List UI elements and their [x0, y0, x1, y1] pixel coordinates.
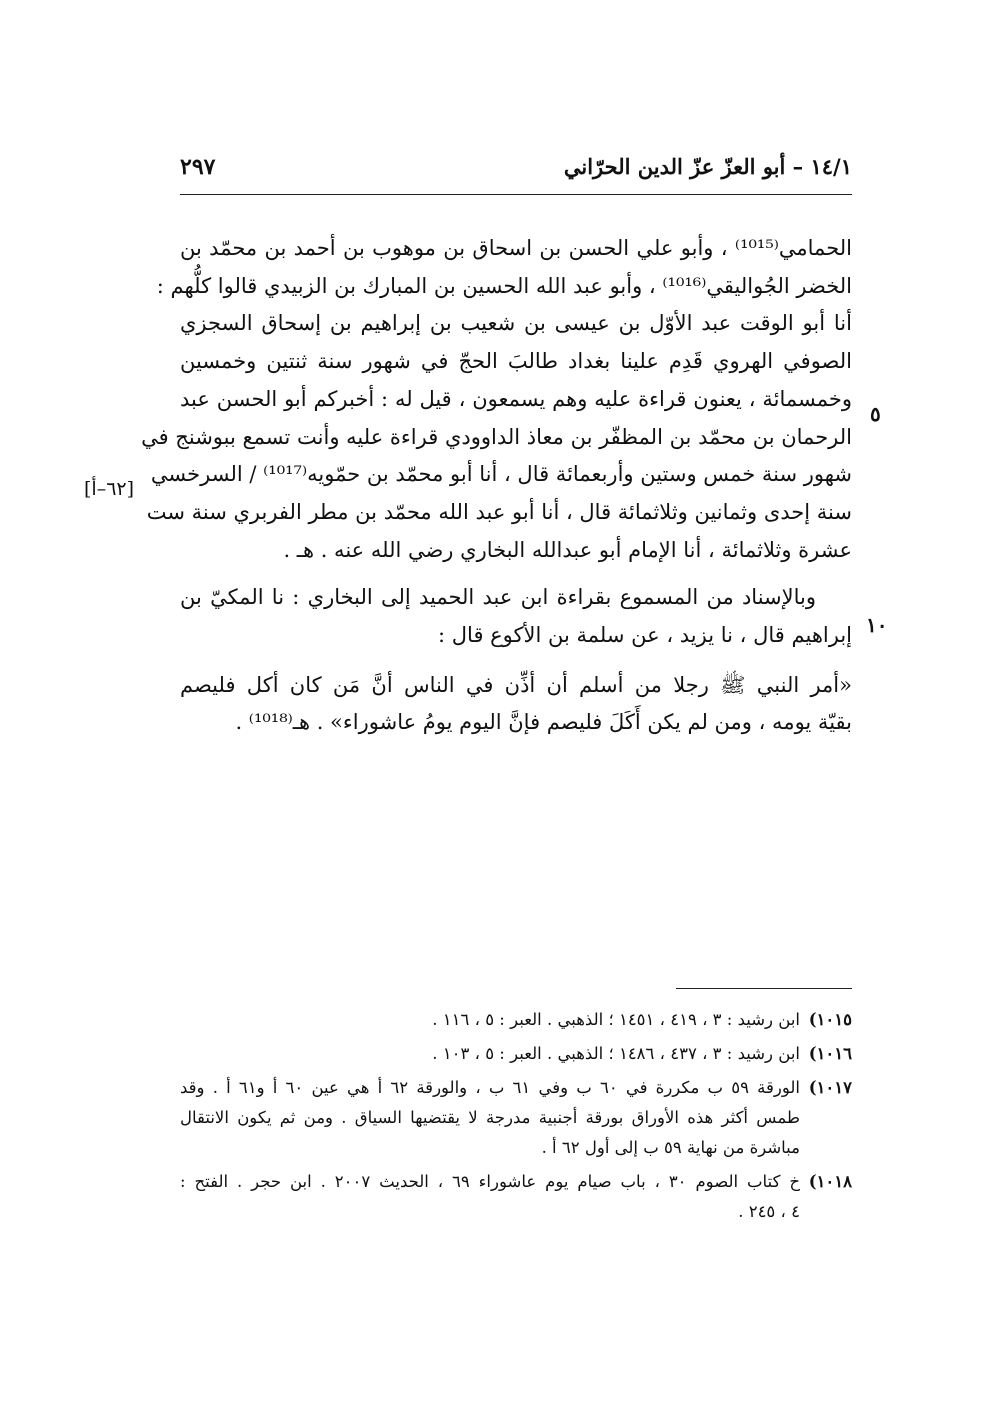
line-number-5: ٥	[870, 402, 881, 426]
footnote-1018	[180, 1167, 852, 1227]
footnote-line: الورقة ٥٩ ب مكررة في ٦٠ ب وفي ٦١ ب ، والورقة ٦٢ أ هي عين ٦٠ أ و٦١ أ . وقد	[180, 1078, 800, 1097]
text-line: الحمامي⁽¹⁰¹⁵⁾ ، وأبو علي الحسن بن اسحاق بن موهوب بن أحمد بن محمّد بن	[180, 236, 852, 260]
running-title: ١٤/١ – أبو العزّ عزّ الدين الحرّاني	[563, 154, 852, 179]
page-number: ٢٩٧	[180, 154, 216, 180]
footnote-number: ١٠١٨)	[808, 1172, 852, 1191]
footnotes	[180, 1005, 852, 1231]
text-line: بقيّة يومه ، ومن لم يكن أَكَلَ فليصم فإنَّ اليوم يومُ عاشوراء» . هـ⁽¹⁰¹⁸⁾ .	[235, 710, 852, 735]
footnote-divider	[676, 988, 852, 989]
text-line: عشرة وثلاثمائة ، أنا الإمام أبو عبدالله البخاري رضي الله عنه . هـ .	[283, 537, 852, 562]
manuscript-folio-marker: [٦٢–أ]	[84, 478, 135, 500]
footnote-1017	[180, 1073, 852, 1163]
footnote-line: طمس أكثر هذه الأوراق بورقة أجنبية مدرجة لا يقتضيها السياق . ومن ثم يكون الانتقال	[180, 1108, 800, 1127]
text-line: الرحمان بن محمّد بن المظفّر بن معاذ الداوودي قراءة عليه وأنت تسمع ببوشنج في	[141, 424, 852, 449]
footnote-line: خ كتاب الصوم ٣٠ ، باب صيام يوم عاشوراء ٦٩ ، الحديث ٢٠٠٧ . ابن حجر . الفتح :	[180, 1172, 800, 1191]
text-line: «أمر النبي ﷺ رجلا من أسلم أن أذِّن في الناس أنَّ مَن كان أكل فليصم	[180, 672, 852, 697]
footnote-line: ابن رشيد : ٣ ، ٤٣٧ ، ١٤٨٦ ؛ الذهبي . العبر : ٥ ، ١٠٣ .	[432, 1044, 800, 1063]
footnote-1016	[180, 1039, 852, 1069]
paragraph-isnad	[141, 230, 852, 569]
footnote-number: ١٠١٥)	[808, 1010, 852, 1029]
text-line: الخضر الجُواليقي⁽¹⁰¹⁶⁾ ، وأبو عبد الله الحسين بن المبارك بن الزبيدي قالوا كلُّهم :	[156, 273, 852, 298]
text-line: سنة إحدى وثمانين وثلاثمائة قال ، أنا أبو عبد الله محمّد بن مطر الفربري سنة ست	[146, 499, 852, 524]
footnote-line: ٤ ، ٢٤٥ .	[738, 1202, 800, 1221]
header-divider	[180, 194, 852, 195]
paragraph-hadith	[180, 667, 852, 742]
text-line: وبالإسناد من المسموع بقراءة ابن عبد الحميد إلى البخاري : نا المكيّ بن	[180, 585, 816, 610]
paragraph-chain	[180, 579, 852, 654]
footnote-1015	[180, 1005, 852, 1035]
running-header	[180, 150, 852, 190]
footnote-line: ابن رشيد : ٣ ، ٤١٩ ، ١٤٥١ ؛ الذهبي . العبر : ٥ ، ١١٦ .	[432, 1010, 800, 1029]
text-line: وخمسمائة ، يعنون قراءة عليه وهم يسمعون ، قيل له : أخبركم أبو الحسن عبد	[180, 386, 852, 411]
footnote-line: مباشرة من نهاية ٥٩ ب إلى أول ٦٢ أ .	[541, 1138, 800, 1157]
text-line: إبراهيم قال ، نا يزيد ، عن سلمة بن الأكوع قال :	[438, 623, 852, 648]
text-line: شهور سنة خمس وستين وأربعمائة قال ، أنا أبو محمّد بن حمّويه⁽¹⁰¹⁷⁾ / السرخسي	[150, 462, 852, 487]
main-text	[141, 230, 852, 742]
text-line: أنا أبو الوقت عبد الأوّل بن عيسى بن شعيب بن إبراهيم بن إسحاق السجزي	[180, 311, 852, 336]
line-number-10: ١٠	[866, 613, 888, 637]
footnote-number: ١٠١٧)	[808, 1078, 852, 1097]
text-line: الصوفي الهروي قَدِم علينا بغداد طالبَ الحجّ في شهور سنة ثنتين وخمسين	[180, 349, 852, 374]
footnote-number: ١٠١٦)	[808, 1044, 852, 1063]
